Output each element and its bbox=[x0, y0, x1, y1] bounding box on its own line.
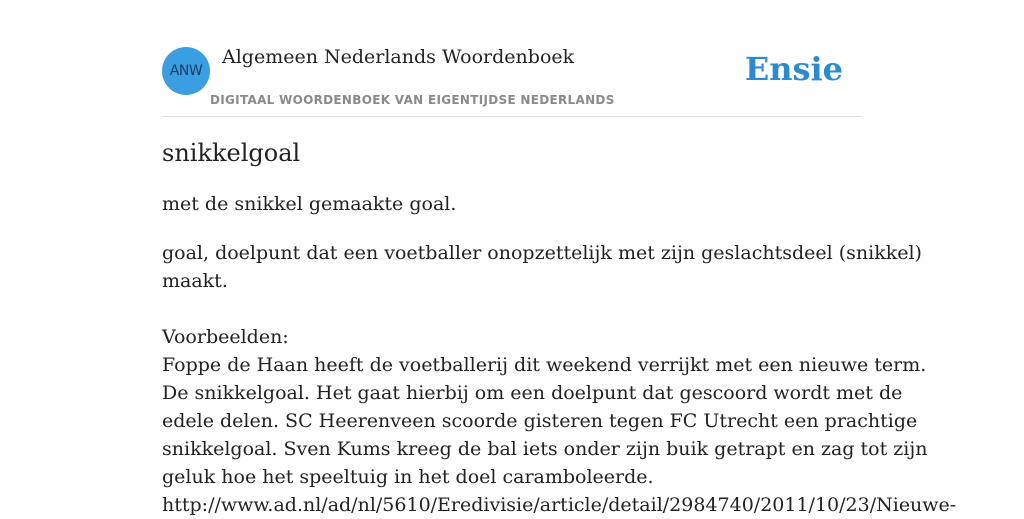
example-line: geluk hoe het speeltuig in het doel caramboleerde. bbox=[162, 466, 654, 488]
entry-headword: snikkelgoal bbox=[162, 139, 301, 167]
examples-label: Voorbeelden: bbox=[162, 326, 289, 348]
example-line: De snikkelgoal. Het gaat hierbij om een doelpunt dat gescoord wordt met de bbox=[162, 382, 903, 404]
spacer bbox=[162, 295, 882, 323]
example-line: edele delen. SC Heerenveen scoorde gisteren tegen FC Utrecht een prachtige bbox=[162, 410, 918, 432]
anw-logo[interactable] bbox=[162, 47, 210, 95]
short-definition: met de snikkel gemaakte goal. bbox=[162, 193, 457, 215]
site-header bbox=[162, 0, 862, 117]
example-line: snikkelgoal. Sven Kums kreeg de bal iets onder zijn buik getrapt en zag tot zijn bbox=[162, 438, 928, 460]
page bbox=[162, 0, 957, 516]
ensie-brand-link[interactable]: Ensie bbox=[744, 50, 843, 88]
example-source-link[interactable]: http://www.ad.nl/ad/nl/5610/Eredivisie/article/detail/2984740/2011/10/23/Nieuwe- bbox=[162, 494, 957, 516]
definition-line: maakt. bbox=[162, 270, 228, 292]
example-line: Foppe de Haan heeft de voetballerij dit weekend verrijkt met een nieuwe term. bbox=[162, 354, 927, 376]
anw-logo-text: ANW bbox=[169, 63, 203, 79]
entry-body bbox=[162, 239, 957, 519]
site-subtitle: DIGITAAL WOORDENBOEK VAN EIGENTIJDSE NEDERLANDS bbox=[210, 93, 615, 107]
definition-line: goal, doelpunt dat een voetballer onopzettelijk met zijn geslachtsdeel (snikkel) bbox=[162, 242, 922, 264]
site-title[interactable]: Algemeen Nederlands Woordenboek bbox=[222, 46, 575, 68]
